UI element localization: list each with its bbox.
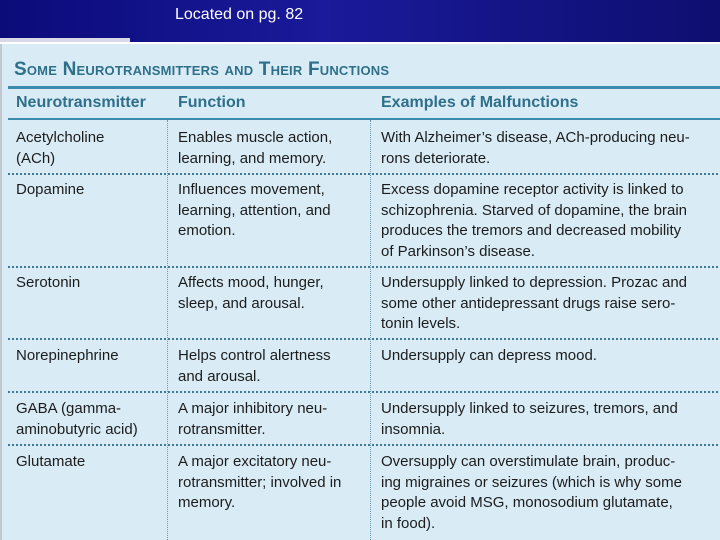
cell-malfunction: Oversupply can overstimulate brain, produc- ing migraines or seizures (which is why some people avoid MSG, monosodium glutamate, in food). bbox=[381, 453, 682, 532]
cell-neurotransmitter: Serotonin bbox=[16, 274, 81, 291]
cell-function: Enables muscle action, learning, and memory. bbox=[178, 129, 333, 167]
title-divider bbox=[8, 86, 720, 89]
cell-function: Affects mood, hunger, sleep, and arousal. bbox=[178, 274, 324, 312]
cell-malfunction: Undersupply linked to seizures, tremors, and insomnia. bbox=[381, 400, 678, 438]
row-divider bbox=[8, 266, 720, 268]
header-divider bbox=[8, 118, 720, 120]
cell-neurotransmitter: Acetylcholine (ACh) bbox=[16, 129, 105, 167]
row-divider bbox=[8, 173, 720, 175]
column-header-neurotransmitter: Neurotransmitter bbox=[16, 94, 146, 111]
cell-function: A major inhibitory neu- rotransmitter. bbox=[178, 400, 328, 438]
row-divider bbox=[8, 444, 720, 446]
table-title: Some Neurotransmitters and Their Functions bbox=[14, 59, 390, 80]
column-header-function: Function bbox=[178, 94, 246, 111]
cell-neurotransmitter: GABA (gamma- aminobutyric acid) bbox=[16, 400, 138, 438]
cell-neurotransmitter: Glutamate bbox=[16, 453, 86, 470]
cell-malfunction: Undersupply can depress mood. bbox=[381, 347, 597, 364]
cell-function: Influences movement, learning, attention, and emotion. bbox=[178, 181, 331, 239]
column-divider-1 bbox=[167, 120, 168, 540]
column-divider-2 bbox=[370, 120, 371, 540]
cell-malfunction: Undersupply linked to depression. Prozac and some other antidepressant drugs raise sero- tonin levels. bbox=[381, 274, 688, 332]
slide-header-bar bbox=[0, 0, 720, 42]
header-accent-rule bbox=[0, 38, 130, 42]
cell-function: A major excitatory neu- rotransmitter; involved in memory. bbox=[178, 453, 342, 511]
row-divider bbox=[8, 391, 720, 393]
cell-neurotransmitter: Dopamine bbox=[16, 181, 85, 198]
cell-malfunction: With Alzheimer’s disease, ACh-producing neu- rons deteriorate. bbox=[381, 129, 690, 167]
page-reference-caption: Located on pg. 82 bbox=[175, 6, 304, 23]
cell-neurotransmitter: Norepinephrine bbox=[16, 347, 119, 364]
cell-function: Helps control alertness and arousal. bbox=[178, 347, 331, 385]
neurotransmitter-table bbox=[0, 44, 720, 540]
row-divider bbox=[8, 338, 720, 340]
cell-malfunction: Excess dopamine receptor activity is linked to schizophrenia. Starved of dopamine, the brain produces the tremors and decreased mobility of Parkinson’s disease. bbox=[381, 181, 688, 260]
column-header-malfunctions: Examples of Malfunctions bbox=[381, 94, 579, 111]
